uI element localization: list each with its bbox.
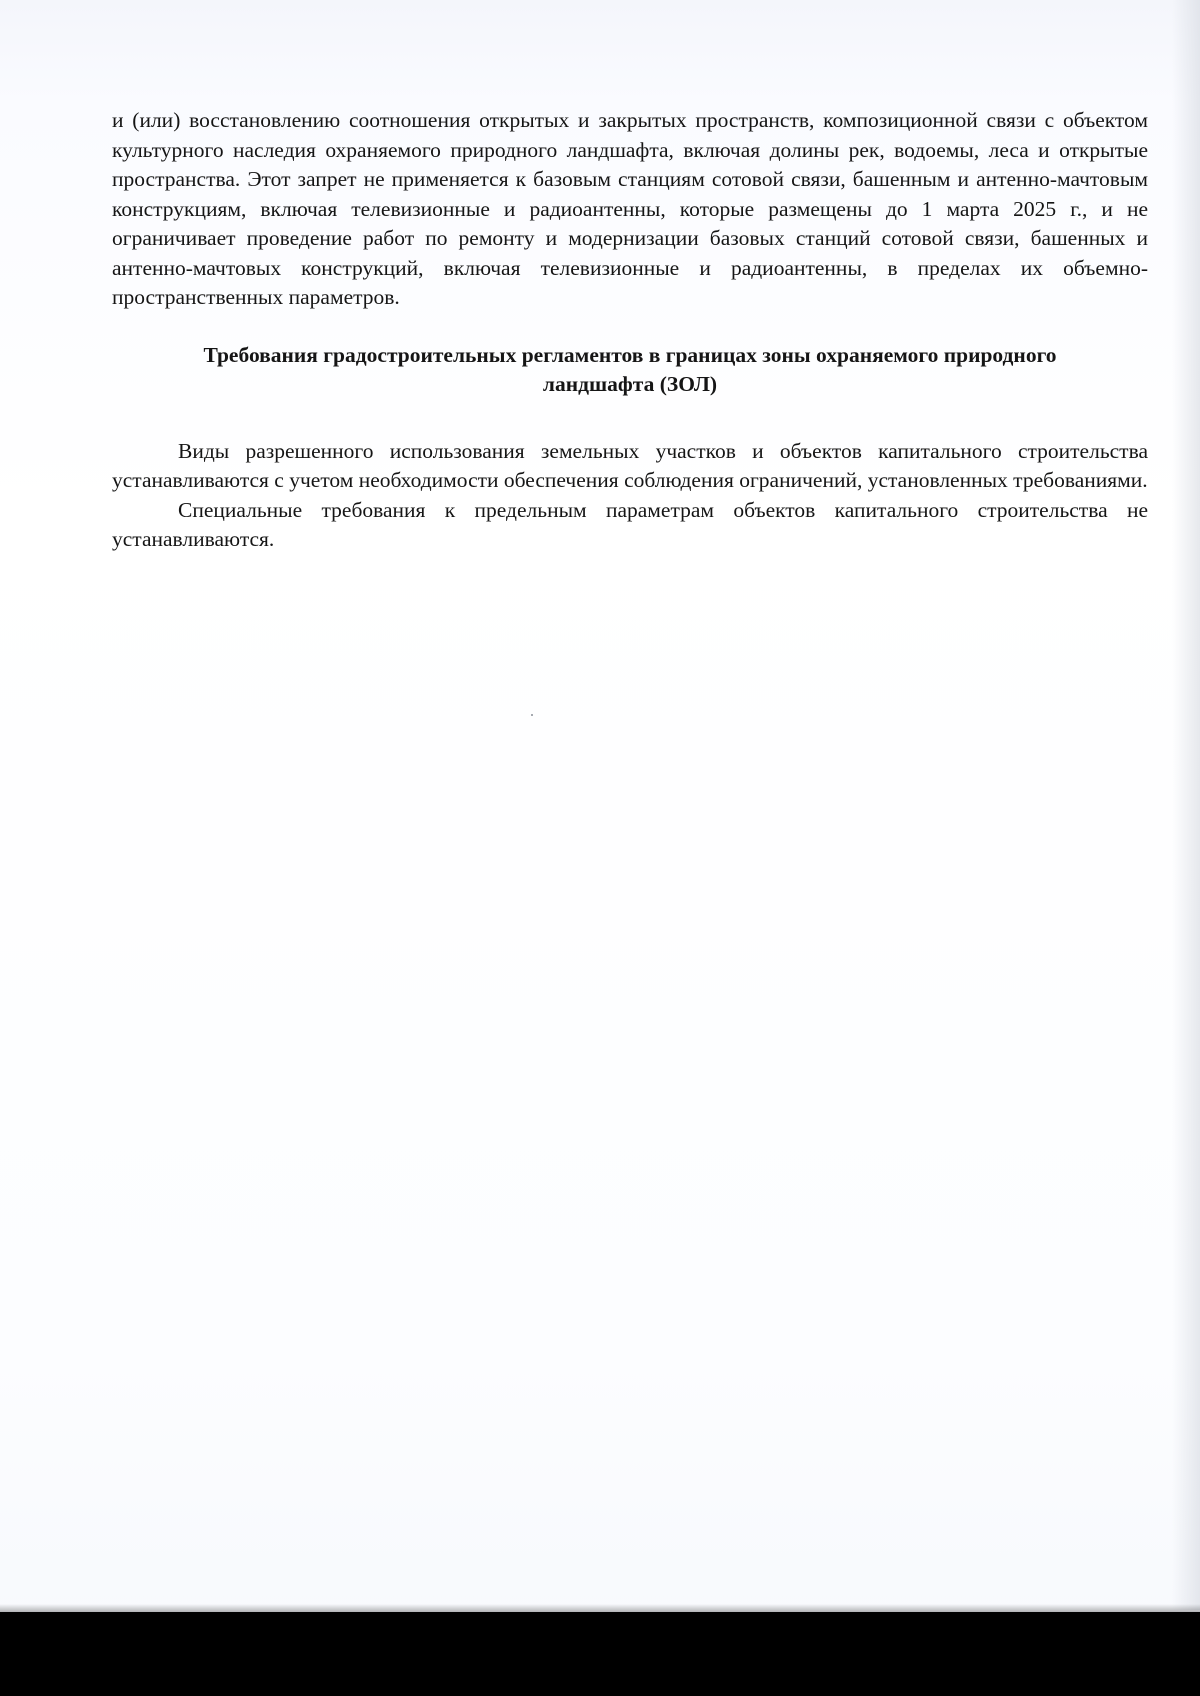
scan-edge-shadow [1172,0,1200,1610]
paragraph-continuation: и (или) восстановлению соотношения открытых и закрытых пространств, композиционной связи с объектом культурного наследия охраняемого природного ландшафта, включая долины рек, водоемы, леса и открытые пространства. Этот запрет не применяется к базовым станциям сотовой связи, башенным и антенно-мачтовым конструкциям, включая телевизионные и радиоантенны, которые размещены до 1 марта 2025 г., и не ограничивает проведение работ по ремонту и модернизации базовых станций сотовой связи, башенных и антенно-мачтовых конструкций, включая телевизионные и радиоантенны, в пределах их объемно-пространственных параметров. [112,108,1148,309]
scan-bottom-border [0,1612,1200,1696]
section-heading: Требования градостроительных регламентов в границах зоны охраняемого природного ландшафта (ЗОЛ) [203,342,1057,396]
paragraph-special-requirements: Специальные требования к предельным параметрам объектов капитального строительства не устанавливаются. [112,497,1148,551]
scan-speck [531,714,533,716]
document-body [112,106,1148,555]
paragraph-permitted-use: Виды разрешенного использования земельных участков и объектов капитального строительства устанавливаются с учетом необходимости обеспечения соблюдения ограничений, установленных требованиями. [112,438,1148,492]
